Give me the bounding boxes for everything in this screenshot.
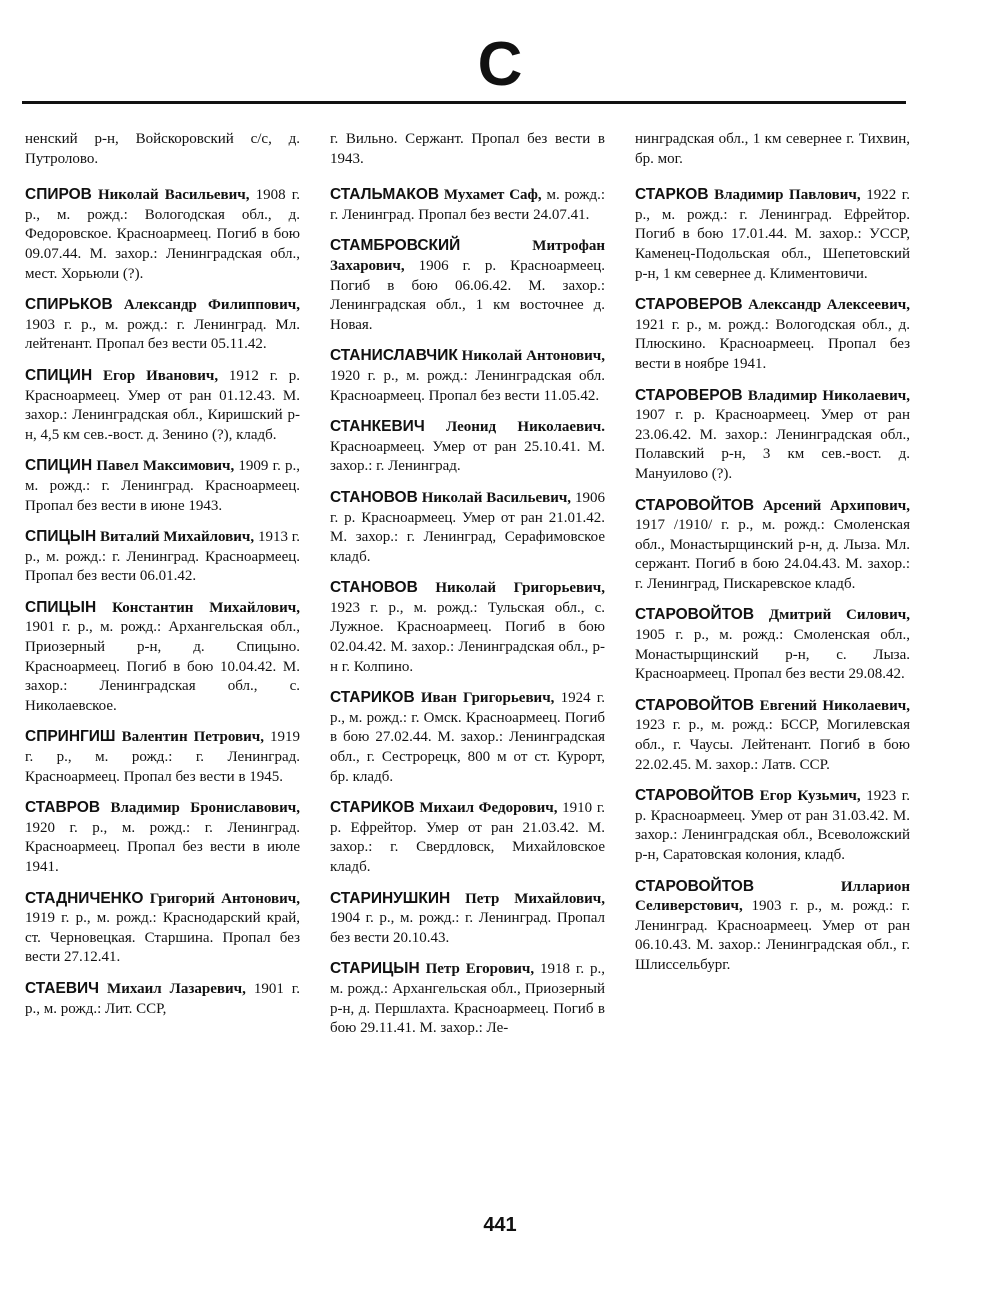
- entry-details: 1906 г. р. Красноармеец. Умер от ран 21.01.42. М. захор.: г. Ленинград, Серафимовское кладб.: [330, 489, 605, 565]
- entry-details: 1903 г. р., м. рожд.: г. Ленинград. Мл. лейтенант. Пропал без вести 05.11.42.: [25, 316, 300, 353]
- entry-details: 1919 г. р., м. рожд.: Краснодарский край, ст. Черновецкая. Старшина. Пропал без вести 27.12.41.: [25, 910, 300, 966]
- entry-given-name: Петр Егорович,: [425, 961, 535, 978]
- entry-details: 1909 г. р., м. рожд.: г. Ленинград. Красноармеец. Пропал без вести в июне 1943.: [25, 458, 301, 514]
- entry-given-name: Павел Максимович,: [96, 458, 235, 475]
- entry-surname: СТАРОВОЙТОВ: [635, 696, 755, 714]
- continued-text: г. Вильно. Сержант. Пропал без вести в 1943.: [330, 131, 605, 167]
- entry-surname: СТАРОВОЙТОВ: [635, 787, 755, 805]
- entry-surname: СТАМБРОВСКИЙ: [330, 237, 461, 255]
- entry-given-name: Николай Григорьевич,: [435, 580, 605, 597]
- text-columns: [25, 130, 910, 1210]
- entry-details: 1922 г. р., м. рожд.: г. Ленинград. Ефрейтор. Погиб в бою 17.01.44. М. захор.: УССР, Каменец-Подольская обл., Шепетовский р-н, 1 км севернее д. Климентовичи.: [635, 187, 910, 282]
- entry: [330, 959, 605, 1038]
- entry-surname: СТАНКЕВИЧ: [330, 418, 425, 436]
- entry-given-name: Митрофан Захарович,: [330, 238, 605, 274]
- entry: [330, 889, 605, 949]
- entry-given-name: Александр Филиппович,: [123, 297, 300, 314]
- entry-surname: СТАНИСЛАВЧИК: [330, 347, 458, 365]
- entry: [25, 456, 300, 516]
- entry-surname: СТАРОВЕРОВ: [635, 296, 743, 314]
- entry: [635, 877, 910, 976]
- entry: [25, 798, 300, 877]
- entry-details: 1923 г. р., м. рожд.: Тульская обл., с. Лужное. Красноармеец. Погиб в бою 02.04.42. М. захор.: Ленинградская обл., р-н г. Колпино.: [330, 599, 605, 675]
- entry-details: 1918 г. р., м. рожд.: Архангельская обл., Приозерный р-н, д. Першлахта. Красноармеец. Погиб в бою 29.11.41. М. захор.: Ле-: [330, 961, 606, 1037]
- entry-surname: СТАРИНУШКИН: [330, 889, 451, 907]
- page-number: 441: [483, 1214, 517, 1236]
- entry-given-name: Владимир Николаевич,: [747, 387, 911, 404]
- entry-surname: СТАРКОВ: [635, 186, 709, 204]
- entry-given-name: Александр Алексеевич,: [748, 297, 911, 314]
- entry-details: 1923 г. р. Красноармеец. Умер от ран 31.03.42. М. захор.: Ленинградская обл., Всеволожский р-н, Саратовская колония, кладб.: [635, 788, 911, 863]
- entry-surname: СТАВРОВ: [25, 799, 101, 817]
- entry-surname: СТАНОВОВ: [330, 488, 418, 506]
- entry: [635, 496, 910, 595]
- entry-details: 1906 г. р. Красноармеец. Погиб в бою 06.06.42. М. захор.: Ленинградская обл., 1 км восточнее д. Новая.: [330, 257, 606, 333]
- entry-details: 1908 г. р., м. рожд.: Вологодская обл., д. Федоровское. Красноармеец. Погиб в бою 09.07.44. М. захор.: Ленинградская обл., мест. Хорьюли (?).: [25, 187, 300, 282]
- entry: [25, 979, 300, 1019]
- entry-surname: СПИЦЫН: [25, 528, 97, 546]
- entry-given-name: Михаил Федорович,: [419, 800, 558, 817]
- entry-given-name: Евгений Николаевич,: [759, 697, 911, 714]
- entry: [635, 605, 910, 684]
- entry-surname: СТАНОВОВ: [330, 579, 418, 597]
- entry-surname: СТАРИКОВ: [330, 689, 415, 707]
- entry-given-name: Арсений Архипович,: [762, 497, 911, 514]
- entry-given-name: Дмитрий Силович,: [768, 607, 911, 624]
- entry-given-name: Владимир Брониславович,: [110, 800, 300, 817]
- entry: [635, 696, 910, 775]
- entry-details: м. рожд.: г. Ленинград. Пропал без вести 24.07.41.: [330, 187, 606, 223]
- entry-surname: СТАДНИЧЕНКО: [25, 889, 144, 907]
- entry: [330, 185, 605, 225]
- entry-given-name: Мухамет Саф,: [443, 187, 542, 204]
- entry-details: 1924 г. р., м. рожд.: г. Омск. Красноармеец. Погиб в бою 27.02.44. М. захор.: Ленинградская обл., г. Сестрорецк, 800 м от ст. Курорт, бр. кладб.: [330, 690, 606, 785]
- entry-given-name: Константин Михайлович,: [112, 599, 300, 616]
- entry-given-name: Илларион Селиверстович,: [635, 878, 910, 915]
- entry: [330, 578, 605, 677]
- entry: [330, 236, 605, 335]
- entry-given-name: Егор Иванович,: [102, 367, 219, 384]
- entry-surname: СПИРОВ: [25, 186, 92, 204]
- entry-given-name: Владимир Павлович,: [714, 187, 861, 204]
- entry-given-name: Леонид Николаевич.: [446, 419, 605, 436]
- entry: [25, 727, 300, 787]
- entry-details: 1923 г. р., м. рожд.: БССР, Могилевская обл., г. Чаусы. Лейтенант. Погиб в бою 22.02.45. М. захор.: Латв. ССР.: [635, 717, 910, 773]
- entry: [635, 295, 910, 374]
- entry-details: 1901 г. р., м. рожд.: Архангельская обл., Приозерный р-н, д. Спицыно. Красноармеец. Погиб в бою 10.04.42. М. захор.: Ленинградская обл., с. Николаевское.: [25, 619, 300, 714]
- entry-given-name: Валентин Петрович,: [121, 729, 264, 746]
- column-3: [635, 130, 910, 1210]
- entry: [330, 346, 605, 406]
- entry: [25, 527, 300, 587]
- entry: [330, 688, 605, 787]
- entry-details: 1920 г. р., м. рожд.: г. Ленинград. Красноармеец. Пропал без вести в июле 1941.: [25, 819, 300, 875]
- header-rule: [22, 101, 906, 104]
- entry: [330, 798, 605, 877]
- entry-details: 1917 /1910/ г. р., м. рожд.: Смоленская обл., Монастырщинский р-н, д. Лыза. Мл. сержант. Погиб в бою 24.04.43. М. захор.: г. Ленинград, Пискаревское кладб.: [635, 517, 910, 592]
- entry-details: 1912 г. р. Красноармеец. Умер от ран 01.12.43. М. захор.: Ленинградская обл., Киришский р-н, 4,5 км сев.-вост. д. Зенино (?), кладб.: [25, 367, 301, 443]
- entry: [330, 488, 605, 567]
- entry-details: 1921 г. р., м. рожд.: Вологодская обл., д. Плюскино. Красноармеец. Пропал без вести в ноябре 1941.: [635, 316, 910, 372]
- entry-details: 1919 г. р., м. рожд.: г. Ленинград. Красноармеец. Пропал без вести в 1945.: [25, 729, 301, 785]
- entry-details: 1903 г. р., м. рожд.: г. Ленинград. Красноармеец. Умер от ран 06.10.43. М. захор.: Ленинградская обл., г. Шлиссельбург.: [635, 898, 911, 973]
- entry-given-name: Николай Васильевич,: [98, 187, 250, 204]
- entry-surname: СТАРОВОЙТОВ: [635, 877, 755, 895]
- section-letter: С: [477, 30, 523, 99]
- entry-details: 1920 г. р., м. рожд.: Ленинградская обл. Красноармеец. Пропал без вести 11.05.42.: [330, 367, 605, 404]
- entry: [25, 295, 300, 355]
- entry: [635, 185, 910, 284]
- column-1: [25, 130, 300, 1210]
- entry: [25, 366, 300, 445]
- entry-surname: СТАЛЬМАКОВ: [330, 186, 440, 204]
- entry-details: 1910 г. р. Ефрейтор. Умер от ран 21.03.42. М. захор.: г. Свердловск, Михайловское кладб.: [330, 800, 606, 875]
- entry-given-name: Григорий Антонович,: [149, 890, 300, 907]
- entry-surname: СПИЦИН: [25, 457, 93, 475]
- column-2: [330, 130, 605, 1210]
- entry-given-name: Михаил Лазаревич,: [107, 980, 246, 997]
- entry-surname: СТАЕВИЧ: [25, 979, 100, 997]
- entry-given-name: Петр Михайлович,: [465, 890, 605, 907]
- entry-surname: СТАРИКОВ: [330, 799, 415, 817]
- entry-details: 1913 г. р., м. рожд.: г. Ленинград. Красноармеец. Пропал без вести 06.01.42.: [25, 529, 301, 585]
- entry-given-name: Виталий Михайлович,: [100, 529, 255, 546]
- entry-surname: СПИЦЫН: [25, 598, 97, 616]
- entry: [635, 786, 910, 865]
- entry-surname: СТАРОВОЙТОВ: [635, 606, 755, 624]
- entry-surname: СТАРИЦЫН: [330, 960, 420, 978]
- entry-surname: СТАРОВОЙТОВ: [635, 496, 755, 514]
- entry-given-name: Егор Кузьмич,: [759, 788, 861, 805]
- entry: [635, 386, 910, 485]
- entry-details: Красноармеец. Умер от ран 25.10.41. М. захор.: г. Ленинград.: [330, 438, 605, 475]
- entry-surname: СПИЦИН: [25, 366, 93, 384]
- entry: [330, 417, 605, 477]
- entry-details: 1901 г. р., м. рожд.: Лит. ССР,: [25, 980, 301, 1017]
- entry-surname: СПИРЬКОВ: [25, 296, 113, 314]
- entry-details: 1904 г. р., м. рожд.: г. Ленинград. Пропал без вести 20.10.43.: [330, 910, 605, 946]
- entry: [25, 185, 300, 284]
- continued-text: ненский р-н, Войскоровский с/с, д. Путролово.: [25, 131, 300, 167]
- entry-surname: СТАРОВЕРОВ: [635, 386, 743, 404]
- entry-details: 1907 г. р. Красноармеец. Умер от ран 23.06.42. М. захор.: Ленинградская обл., Полавский р-н, 3 км сев.-вост. д. Мануилово (?).: [635, 407, 910, 482]
- entry: [25, 889, 300, 968]
- entry-given-name: Николай Антонович,: [461, 348, 606, 365]
- entry-surname: СПРИНГИШ: [25, 728, 116, 746]
- entry: [25, 598, 300, 717]
- entry-details: 1905 г. р., м. рожд.: Смоленская обл., Монастырщинский р-н, с. Лыза. Красноармеец. Пропал без вести 29.08.42.: [635, 627, 910, 683]
- continued-text: нинградская обл., 1 км севернее г. Тихвин, бр. мог.: [635, 131, 910, 167]
- entry-given-name: Иван Григорьевич,: [420, 690, 555, 707]
- entry-given-name: Николай Васильевич,: [421, 489, 572, 506]
